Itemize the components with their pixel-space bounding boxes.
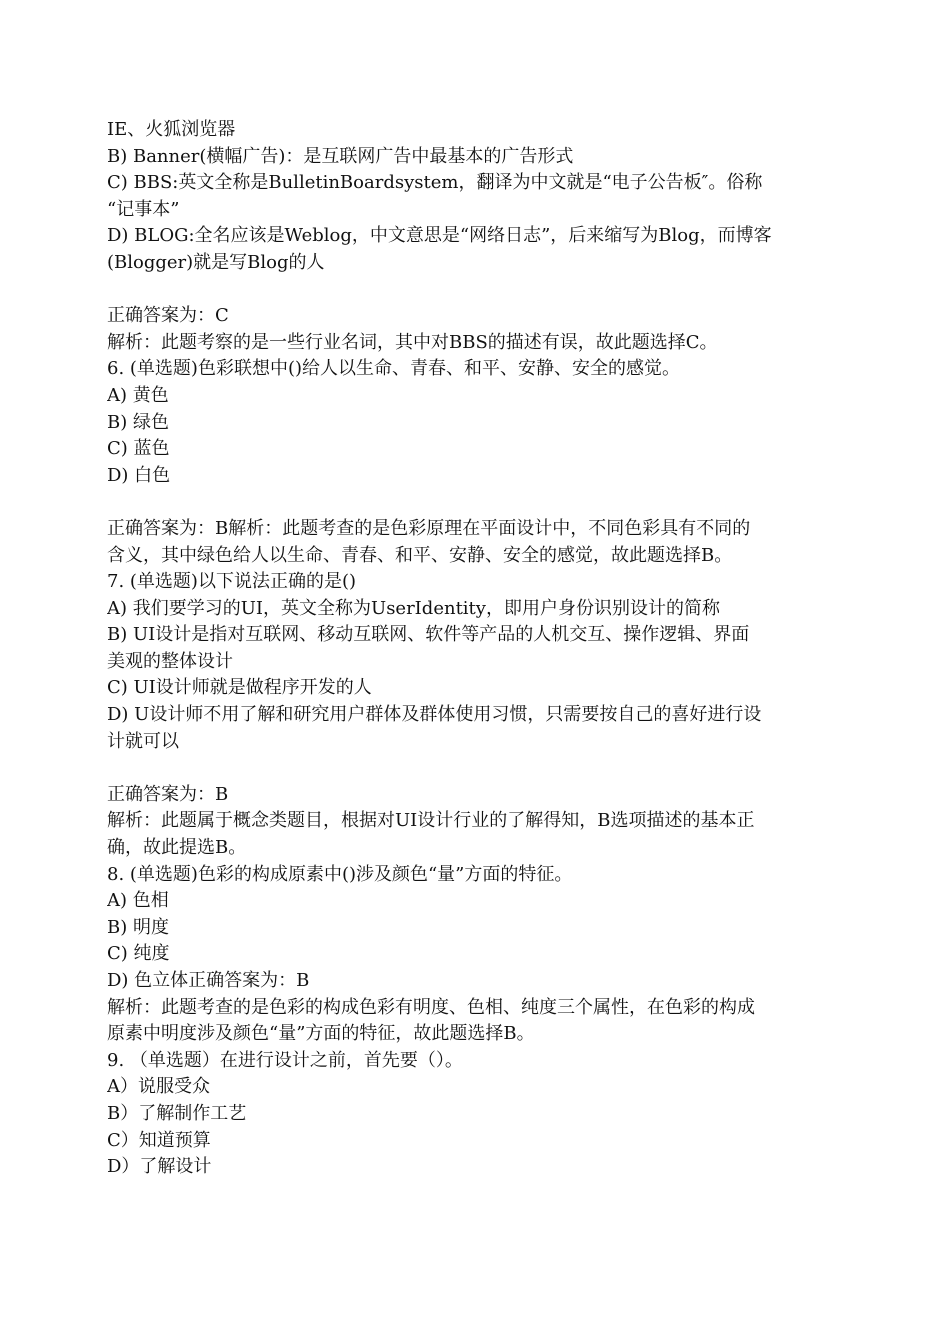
answer-line: 正确答案为：B [107,783,229,805]
answer-line: 正确答案为：B解析：此题考查的是色彩原理在平面设计中，不同色彩具有不同的 [107,517,751,539]
explanation-line: 解析：此题考查的是色彩的构成色彩有明度、色相、纯度三个属性，在色彩的构成 [107,996,755,1018]
text-line: IE、火狐浏览器 [107,119,236,140]
option-line: D）了解设计 [107,1156,212,1178]
option-line: A）说服受众 [107,1076,210,1098]
explanation-line: 解析：此题考察的是一些行业名词，其中对BBS的描述有误，故此题选择C。 [107,331,718,353]
option-line: A) 色相 [107,890,169,912]
document-page [107,117,847,1181]
option-line: D) 白色 [107,464,171,486]
blank-line [107,489,847,516]
explanation-line: 含义，其中绿色给人以生命、青春、和平、安静、安全的感觉，故此题选择B。 [107,544,733,566]
option-line: D) 色立体正确答案为：B [107,970,310,991]
option-line: D) U设计师不用了解和研究用户群体及群体使用习惯，只需要按自己的喜好进行设 [107,704,762,726]
question-6: 6. (单选题)色彩联想中()给人以生命、青春、和平、安静、安全的感觉。 [107,358,680,380]
blank-line [107,277,847,304]
answer-line: 正确答案为：C [107,305,229,327]
text-line: C) BBS:英文全称是BulletinBoardsystem，翻译为中文就是“电子公告板″。俗称 [107,172,763,194]
text-line: (Blogger)就是写Blog的人 [107,251,325,273]
option-line: A) 我们要学习的UI，英文全称为UserIdentity，即用户身份识别设计的简称 [107,597,720,619]
explanation-line: 确，故此提选B。 [107,837,247,859]
question-9: 9. （单选题）在进行设计之前，首先要（）。 [107,1049,463,1071]
explanation-line: 解析：此题属于概念类题目，根据对UI设计行业的了解得知，B选项描述的基本正 [107,810,755,832]
question-7: 7. (单选题)以下说法正确的是() [107,571,356,593]
question-8: 8. (单选题)色彩的构成原素中()涉及颜色“量”方面的特征。 [107,863,573,885]
option-line: B) 明度 [107,916,169,938]
option-line: B) 绿色 [107,411,169,433]
option-line: C) 纯度 [107,943,170,965]
text-line: B) Banner(横幅广告)：是互联网广告中最基本的广告形式 [107,145,574,167]
option-line: 计就可以 [107,730,179,752]
text-line: “记事本” [107,198,180,220]
option-line: C) UI设计师就是做程序开发的人 [107,677,372,699]
option-line: B）了解制作工艺 [107,1102,247,1124]
option-line: C) 蓝色 [107,438,170,460]
explanation-line: 原素中明度涉及颜色“量”方面的特征，故此题选择B。 [107,1023,535,1045]
option-line: 美观的整体设计 [107,650,233,672]
blank-line [107,755,847,782]
option-line: A) 黄色 [107,384,169,406]
option-line: C）知道预算 [107,1129,211,1151]
option-line: B) UI设计是指对互联网、移动互联网、软件等产品的人机交互、操作逻辑、界面 [107,624,750,646]
text-line: D) BLOG:全名应该是Weblog，中文意思是“网络日志”，后来缩写为Blog，而博客 [107,225,772,247]
